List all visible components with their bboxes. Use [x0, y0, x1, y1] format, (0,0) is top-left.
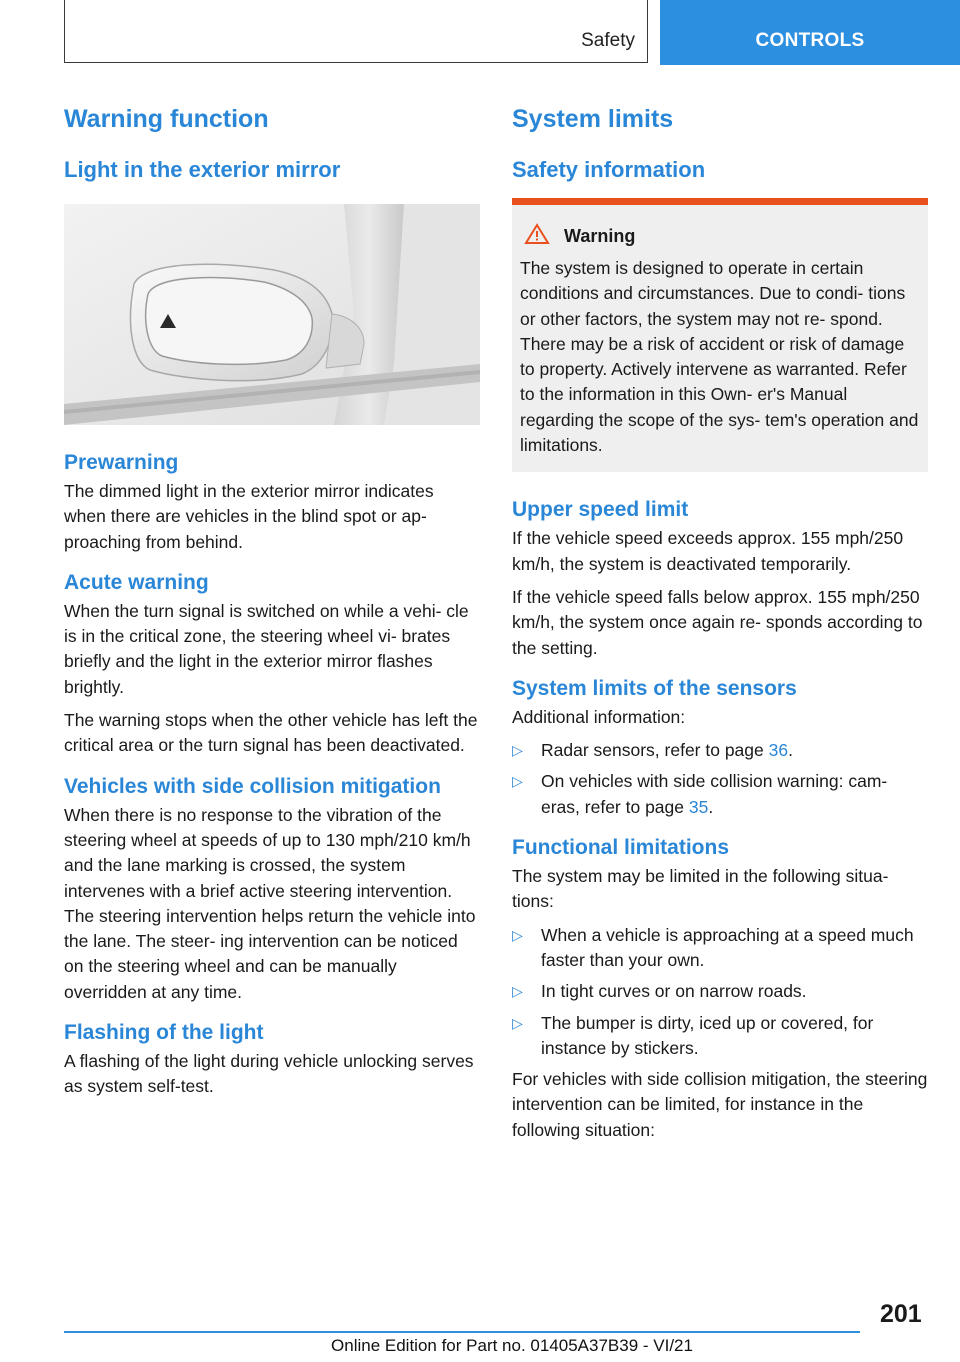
list-item — [512, 738, 928, 763]
header-tab-controls[interactable] — [660, 0, 960, 65]
functional-limitations-list — [512, 923, 928, 1061]
side-collision-text: When there is no response to the vibration of the steering wheel at speeds of up to 130 mph/210 km/h and the lane marking is crossed, the system intervenes with a brief active steering intervention. The steering intervention helps return the vehicle into the lane. The steer‐ ing intervention can be noticed on the steering wheel and can be manually overridden at any time. — [64, 804, 476, 1002]
functional-limitations-outro: For vehicles with side collision mitigation, the steering intervention can be limited, for instance in the following situation: — [512, 1069, 928, 1140]
functional-limitations-intro: The system may be limited in the following situa‐ tions: — [512, 866, 889, 912]
exterior-mirror-illustration — [64, 204, 480, 425]
prewarning-text: The dimmed light in the exterior mirror indicates when there are vehicles in the blind spot or ap‐ proaching from behind. — [64, 481, 434, 552]
header-section-box — [64, 0, 648, 63]
list-item — [512, 1011, 928, 1062]
mirror-illustration-svg — [64, 204, 480, 425]
footer-edition-text: Online Edition for Part no. 01405A37B39 - VI/21 — [331, 1336, 693, 1355]
list-item — [512, 923, 928, 974]
acute-warning-text-2: The warning stops when the other vehicle has left the critical area or the turn signal has been deactivated. — [64, 710, 478, 756]
functional-limitations-heading: Functional limitations — [512, 836, 730, 860]
left-column — [64, 100, 480, 1108]
list-item-text: The bumper is dirty, iced up or covered, for instance by stickers. — [541, 1012, 874, 1058]
warning-function-heading: Warning function — [64, 105, 269, 133]
list-item-text: When a vehicle is approaching at a speed much faster than your own. — [541, 924, 914, 970]
sensor-limits-list — [512, 738, 928, 820]
page-link[interactable]: 36 — [768, 740, 789, 761]
list-item-text: On vehicles with side collision warning: cam‐ eras, refer to page — [541, 771, 888, 817]
light-mirror-heading: Light in the exterior mirror — [64, 157, 341, 182]
list-item — [512, 769, 928, 820]
triangle-bullet-icon: ▷ — [512, 983, 523, 1000]
flashing-light-text: A flashing of the light during vehicle unlocking serves as system self-test. — [64, 1051, 474, 1097]
warning-title-row — [524, 223, 920, 250]
safety-information-heading: Safety information — [512, 157, 706, 182]
warning-box — [512, 198, 928, 472]
warning-triangle-icon — [524, 223, 550, 250]
upper-speed-text-2: If the vehicle speed falls below approx. 155 mph/250 km/h, the system once again re‐ sponds according to the setting. — [512, 586, 923, 658]
side-collision-heading: Vehicles with side collision mitigation — [64, 774, 441, 798]
sensor-limits-intro: Additional information: — [512, 706, 686, 727]
acute-warning-text-1: When the turn signal is switched on while a vehi‐ cle is in the critical zone, the steering wheel vi‐ brates briefly and the light in the exterior mirror flashes brightly. — [64, 600, 469, 697]
header-section-title: Safety — [581, 30, 635, 51]
warning-label: Warning — [564, 226, 636, 246]
page-link[interactable]: 35 — [688, 796, 709, 817]
right-column — [512, 100, 928, 1151]
triangle-bullet-icon: ▷ — [512, 742, 523, 759]
header-tab-label: CONTROLS — [755, 30, 865, 51]
upper-speed-text-1: If the vehicle speed exceeds approx. 155 mph/250 km/h, the system is deactivated temporarily. — [512, 528, 904, 574]
list-item-text: In tight curves or on narrow roads. — [541, 981, 807, 1002]
prewarning-heading: Prewarning — [64, 451, 179, 474]
list-item-end: . — [788, 740, 793, 761]
triangle-bullet-icon: ▷ — [512, 1014, 523, 1031]
flashing-light-heading: Flashing of the light — [64, 1021, 264, 1045]
list-item — [512, 979, 928, 1004]
upper-speed-heading: Upper speed limit — [512, 498, 689, 522]
acute-warning-heading: Acute warning — [64, 570, 209, 594]
list-item-text: Radar sensors, refer to page — [541, 740, 769, 761]
sensor-limits-heading: System limits of the sensors — [512, 676, 797, 700]
page-number: 201 — [880, 1300, 922, 1328]
system-limits-heading: System limits — [512, 105, 674, 133]
triangle-bullet-icon: ▷ — [512, 926, 523, 943]
footer-divider — [64, 1331, 860, 1333]
triangle-bullet-icon: ▷ — [512, 773, 523, 790]
list-item-end: . — [708, 796, 714, 817]
warning-text: The system is designed to operate in certain conditions and circumstances. Due to condi‐ tions or other factors, the system may not re‐ spond. There may be a risk of accident or risk of damage to property. Actively intervene as warranted. Refer to the information in this Own‐ er's Manual regarding the scope of the sys‐ tem's operation and limitations. — [520, 258, 919, 456]
